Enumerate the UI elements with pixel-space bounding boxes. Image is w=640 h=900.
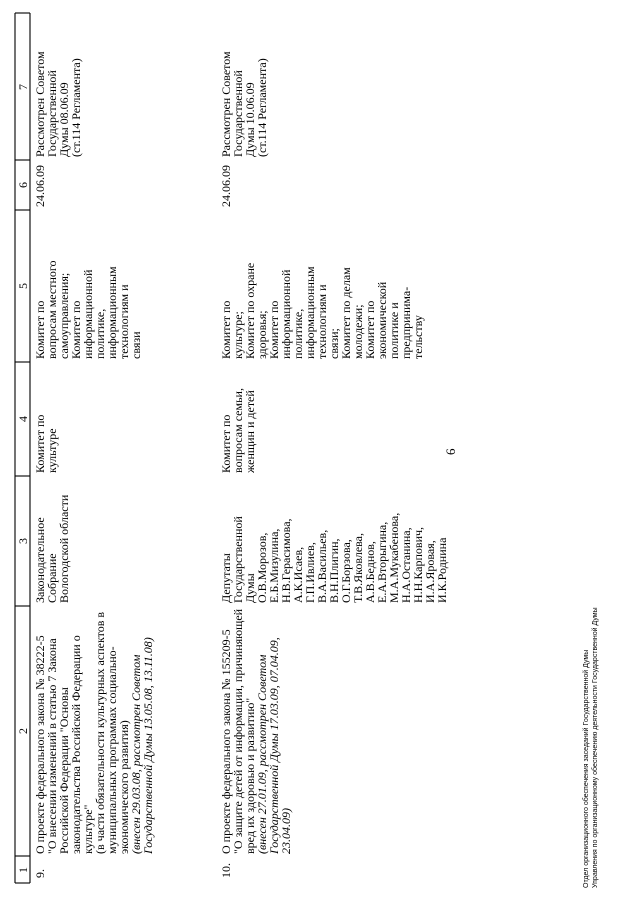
co-committee-line: политике, — [291, 308, 305, 359]
co-committee-line: молодежи; — [351, 304, 365, 359]
status-note — [34, 51, 82, 157]
co-committee-line: вопросам местного — [45, 260, 59, 359]
initiator-line: Государственной — [231, 516, 245, 603]
feedback-date: 24.06.09 — [219, 165, 233, 207]
initiator-line: Н.А.Останина, — [399, 527, 413, 603]
co-committee-line: здоровья; — [255, 310, 269, 359]
co-committee-line: экономической — [375, 281, 389, 359]
column-number-5: 5 — [16, 283, 30, 289]
description-line: вред их здоровью и развитию" — [243, 697, 257, 854]
initiator-line: Г.П.Ивлиев, — [303, 542, 317, 603]
initiator-line: О.Г.Борзова, — [339, 539, 353, 603]
initiator-line: Н.В.Герасимова, — [279, 518, 293, 603]
initiator-line: Собрание — [45, 553, 59, 603]
co-committee-line: политике и — [387, 302, 401, 359]
description-line: культуре" — [81, 804, 95, 854]
co-committee-line: Комитет по — [69, 300, 83, 359]
initiator — [220, 513, 448, 603]
footer-line: Отдел организационного обеспечения заседаний Государственной Думы — [583, 649, 590, 888]
description-line: О проекте федерального закона № 38222-5 — [33, 635, 47, 854]
committee-line: вопросам семьи, — [231, 388, 245, 473]
committee-line: Комитет по — [219, 414, 233, 473]
initiator-line: Вологодской области — [57, 494, 71, 603]
initiator-line: Законодательное — [33, 517, 47, 603]
submission-note-line: (внесен 29.03.08, рассмотрен Советом — [129, 654, 143, 854]
initiator-line: Думы — [243, 573, 257, 603]
description-line: законодательства Российской Федерации о — [69, 635, 83, 854]
committee-line: женщин и детей — [243, 390, 257, 473]
co-committee-line: предпринима- — [399, 286, 413, 359]
initiator-line: А.К.Исаев, — [291, 546, 305, 603]
initiator-line: Депутаты — [219, 553, 233, 603]
status-line: (ст.114 Регламента) — [255, 58, 269, 157]
co-committee-line: информационным — [303, 266, 317, 359]
co-committee-line: Комитет по — [363, 300, 377, 359]
description-line: (в части обязательности культурных аспектов в — [93, 611, 107, 854]
co-committee-line: информационным — [105, 266, 119, 359]
column-number-4: 4 — [16, 416, 30, 422]
co-committee-line: Комитет по — [267, 300, 281, 359]
co-committee-line: информационной — [279, 269, 293, 359]
initiator-line: В.Н.Плигин, — [327, 538, 341, 603]
initiator — [34, 495, 70, 603]
submission-note-line: Государственной Думы 13.05.08, 13.11.08) — [141, 637, 155, 854]
description-line: О проекте федерального закона № 155209-5 — [219, 629, 233, 854]
status-line: Рассмотрен Советом — [219, 51, 233, 157]
co-committee-line: культуре; — [231, 311, 245, 359]
co-committee-line: технологиям и — [117, 284, 131, 359]
status-line: Думы 08.06.09 — [57, 82, 71, 157]
co-committee-line: связи — [129, 331, 143, 359]
co-committee-line: технологиям и — [315, 284, 329, 359]
initiator-line: М.А.Мукабенова, — [387, 512, 401, 603]
submission-note-line: Государственной Думы 17.03.09, 07.04.09, — [267, 637, 281, 854]
initiator-line: Н.Н.Карпович, — [411, 526, 425, 603]
status-line: Рассмотрен Советом — [33, 51, 47, 157]
footer-line: Управления по организационному обеспечению деятельности Государственной Думы — [592, 607, 599, 888]
column-number-2: 2 — [16, 728, 30, 734]
co-committee-line: Комитет по охране — [243, 262, 257, 359]
initiator-line: О.В.Морозов, — [255, 532, 269, 603]
bill-description — [220, 609, 292, 854]
co-committee-line: информационной — [81, 269, 95, 359]
co-committee-line: тельству — [411, 315, 425, 359]
feedback-date: 24.06.09 — [33, 165, 47, 207]
initiator-line: Т.В.Яковлева, — [351, 532, 365, 603]
description-line: "О защите детей от информации, причиняющей — [231, 608, 245, 854]
co-committee-line: Комитет по — [219, 300, 233, 359]
co-committee-line: политике, — [93, 308, 107, 359]
column-number-3: 3 — [16, 538, 30, 544]
column-number-6: 6 — [16, 182, 30, 188]
co-committee-line: связи; — [327, 328, 341, 359]
page-number: 6 — [443, 448, 458, 455]
co-executor-committees — [34, 260, 142, 359]
description-line: Российской Федерации "Основы — [57, 687, 71, 854]
footer — [582, 607, 600, 888]
status-line: Государственной — [45, 70, 59, 157]
status-line: Думы 10.06.09 — [243, 82, 257, 157]
committee-line: культуре — [45, 428, 59, 473]
description-line: муниципальных программах социально- — [105, 646, 119, 854]
bill-description — [34, 612, 154, 854]
initiator-line: А.В.Беднов, — [363, 541, 377, 603]
description-line: "О внесении изменений в статью 7 Закона — [45, 638, 59, 854]
status-note — [220, 51, 268, 157]
initiator-line: Е.Б.Мизулина, — [267, 528, 281, 603]
submission-note-line: 23.04.09) — [279, 808, 293, 854]
initiator-line: И.К.Роднина — [435, 537, 449, 603]
status-line: (ст.114 Регламента) — [69, 58, 83, 157]
initiator-line: И.А.Яровая, — [423, 540, 437, 603]
co-committee-line: Комитет по — [33, 300, 47, 359]
row-number: 10. — [219, 863, 233, 878]
initiator-line: Е.А.Вторыгина, — [375, 521, 389, 603]
column-number-1: 1 — [16, 867, 30, 873]
co-committee-line: Комитет по делам — [339, 267, 353, 359]
co-executor-committees — [220, 263, 424, 359]
responsible-committee — [34, 415, 58, 473]
co-committee-line: самоуправления; — [57, 272, 71, 359]
status-line: Государственной — [231, 70, 245, 157]
committee-line: Комитет по — [33, 414, 47, 473]
column-number-7: 7 — [16, 84, 30, 90]
responsible-committee — [220, 388, 256, 473]
description-line: экономического развития) — [117, 720, 131, 854]
initiator-line: В.А.Васильев, — [315, 529, 329, 603]
submission-note-line: (внесен 27.01.09, рассмотрен Советом — [255, 654, 269, 854]
row-number: 9. — [33, 869, 47, 878]
